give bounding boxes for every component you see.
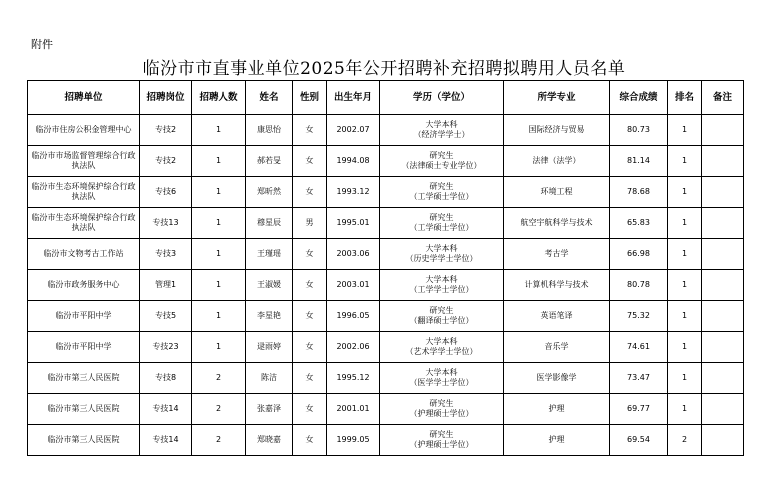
cell-note (702, 208, 744, 239)
edu-degree: （经济学学士） (413, 130, 470, 139)
cell-score: 75.32 (610, 301, 668, 332)
cell-education (380, 177, 504, 208)
cell-unit: 临汾市第三人民医院 (28, 394, 140, 425)
cell-count: 1 (192, 270, 246, 301)
cell-unit: 临汾市文物考古工作站 (28, 239, 140, 270)
cell-birth: 2003.06 (327, 239, 380, 270)
cell-rank: 1 (668, 363, 702, 394)
cell-count: 2 (192, 394, 246, 425)
cell-score: 73.47 (610, 363, 668, 394)
cell-name: 郝若旻 (246, 146, 293, 177)
cell-education (380, 115, 504, 146)
table-row (28, 394, 744, 425)
edu-degree: （工学硕士学位） (409, 223, 474, 232)
cell-education (380, 394, 504, 425)
cell-name: 穆星辰 (246, 208, 293, 239)
cell-gender: 女 (293, 177, 327, 208)
cell-count: 2 (192, 425, 246, 456)
edu-level: 研究生 (429, 430, 454, 439)
cell-gender: 女 (293, 115, 327, 146)
edu-degree: （法律硕士专业学位） (401, 161, 482, 170)
edu-degree: （医学学士学位） (409, 378, 474, 387)
cell-post: 管理1 (140, 270, 192, 301)
cell-score: 80.73 (610, 115, 668, 146)
cell-rank: 1 (668, 146, 702, 177)
cell-gender: 女 (293, 394, 327, 425)
cell-note (702, 177, 744, 208)
edu-level: 大学本科 (425, 244, 458, 253)
cell-post: 专技8 (140, 363, 192, 394)
cell-name: 张嘉泽 (246, 394, 293, 425)
cell-post: 专技3 (140, 239, 192, 270)
cell-rank: 1 (668, 239, 702, 270)
cell-score: 81.14 (610, 146, 668, 177)
header-gender: 性别 (293, 81, 327, 115)
cell-unit: 临汾市生态环境保护综合行政执法队 (28, 177, 140, 208)
cell-note (702, 394, 744, 425)
table-row (28, 270, 744, 301)
cell-post: 专技2 (140, 115, 192, 146)
cell-count: 1 (192, 177, 246, 208)
edu-degree: （艺术学学士学位） (405, 347, 478, 356)
cell-education (380, 208, 504, 239)
cell-major: 英语笔译 (504, 301, 610, 332)
cell-gender: 男 (293, 208, 327, 239)
cell-major: 考古学 (504, 239, 610, 270)
cell-education (380, 239, 504, 270)
cell-note (702, 115, 744, 146)
cell-note (702, 363, 744, 394)
cell-count: 1 (192, 208, 246, 239)
cell-major: 音乐学 (504, 332, 610, 363)
cell-name: 李星艳 (246, 301, 293, 332)
cell-rank: 1 (668, 394, 702, 425)
cell-birth: 2002.06 (327, 332, 380, 363)
cell-unit: 临汾市政务服务中心 (28, 270, 140, 301)
cell-gender: 女 (293, 425, 327, 456)
cell-gender: 女 (293, 332, 327, 363)
cell-post: 专技14 (140, 425, 192, 456)
cell-count: 1 (192, 115, 246, 146)
cell-rank: 1 (668, 208, 702, 239)
cell-rank: 1 (668, 332, 702, 363)
cell-rank: 1 (668, 115, 702, 146)
cell-count: 1 (192, 146, 246, 177)
cell-birth: 2003.01 (327, 270, 380, 301)
edu-level: 研究生 (429, 213, 454, 222)
cell-score: 78.68 (610, 177, 668, 208)
cell-post: 专技2 (140, 146, 192, 177)
header-post: 招聘岗位 (140, 81, 192, 115)
cell-gender: 女 (293, 363, 327, 394)
cell-name: 陈洁 (246, 363, 293, 394)
cell-unit: 临汾市平阳中学 (28, 332, 140, 363)
cell-note (702, 301, 744, 332)
table-row (28, 177, 744, 208)
cell-major: 计算机科学与技术 (504, 270, 610, 301)
edu-degree: （工学学士学位） (409, 285, 474, 294)
header-unit: 招聘单位 (28, 81, 140, 115)
edu-level: 大学本科 (425, 368, 458, 377)
cell-count: 1 (192, 239, 246, 270)
cell-post: 专技5 (140, 301, 192, 332)
cell-birth: 1995.01 (327, 208, 380, 239)
edu-level: 大学本科 (425, 275, 458, 284)
cell-count: 1 (192, 301, 246, 332)
edu-level: 研究生 (429, 399, 454, 408)
cell-major: 航空宇航科学与技术 (504, 208, 610, 239)
cell-birth: 2002.07 (327, 115, 380, 146)
cell-education (380, 332, 504, 363)
cell-birth: 1993.12 (327, 177, 380, 208)
header-education: 学历（学位） (380, 81, 504, 115)
header-name: 姓名 (246, 81, 293, 115)
cell-gender: 女 (293, 301, 327, 332)
cell-gender: 女 (293, 146, 327, 177)
table-row (28, 239, 744, 270)
cell-score: 80.78 (610, 270, 668, 301)
cell-name: 王瑾瑶 (246, 239, 293, 270)
cell-birth: 1996.05 (327, 301, 380, 332)
cell-education (380, 425, 504, 456)
cell-rank: 1 (668, 301, 702, 332)
cell-major: 国际经济与贸易 (504, 115, 610, 146)
table-row (28, 332, 744, 363)
table-row (28, 208, 744, 239)
cell-count: 1 (192, 332, 246, 363)
cell-score: 69.54 (610, 425, 668, 456)
edu-degree: （历史学学士学位） (405, 254, 478, 263)
cell-post: 专技23 (140, 332, 192, 363)
cell-note (702, 425, 744, 456)
cell-gender: 女 (293, 270, 327, 301)
edu-level: 大学本科 (425, 337, 458, 346)
cell-note (702, 270, 744, 301)
cell-gender: 女 (293, 239, 327, 270)
cell-name: 逯雨婷 (246, 332, 293, 363)
cell-major: 环境工程 (504, 177, 610, 208)
cell-major: 护理 (504, 425, 610, 456)
table-row (28, 425, 744, 456)
edu-level: 研究生 (429, 151, 454, 160)
cell-rank: 1 (668, 270, 702, 301)
table-row (28, 363, 744, 394)
cell-score: 74.61 (610, 332, 668, 363)
cell-major: 护理 (504, 394, 610, 425)
table-row (28, 146, 744, 177)
cell-unit: 临汾市市场监督管理综合行政执法队 (28, 146, 140, 177)
cell-name: 王淑媛 (246, 270, 293, 301)
cell-unit: 临汾市生态环境保护综合行政执法队 (28, 208, 140, 239)
edu-degree: （护理硕士学位） (409, 409, 474, 418)
cell-note (702, 146, 744, 177)
edu-level: 研究生 (429, 306, 454, 315)
table-header-row (28, 81, 744, 115)
cell-birth: 1999.05 (327, 425, 380, 456)
header-birth: 出生年月 (327, 81, 380, 115)
attachment-label: 附件 (31, 38, 53, 51)
cell-name: 郑晓嘉 (246, 425, 293, 456)
edu-level: 研究生 (429, 182, 454, 191)
cell-post: 专技13 (140, 208, 192, 239)
cell-post: 专技14 (140, 394, 192, 425)
edu-degree: （护理硕士学位） (409, 440, 474, 449)
header-note: 备注 (702, 81, 744, 115)
cell-name: 郑昕然 (246, 177, 293, 208)
table-row (28, 115, 744, 146)
cell-score: 65.83 (610, 208, 668, 239)
cell-education (380, 270, 504, 301)
cell-birth: 1995.12 (327, 363, 380, 394)
header-rank: 排名 (668, 81, 702, 115)
cell-major: 医学影像学 (504, 363, 610, 394)
cell-major: 法律（法学） (504, 146, 610, 177)
header-count: 招聘人数 (192, 81, 246, 115)
cell-unit: 临汾市第三人民医院 (28, 425, 140, 456)
cell-birth: 2001.01 (327, 394, 380, 425)
cell-rank: 2 (668, 425, 702, 456)
cell-note (702, 239, 744, 270)
cell-education (380, 301, 504, 332)
cell-score: 66.98 (610, 239, 668, 270)
cell-education (380, 363, 504, 394)
cell-name: 康思怡 (246, 115, 293, 146)
cell-unit: 临汾市平阳中学 (28, 301, 140, 332)
edu-degree: （工学硕士学位） (409, 192, 474, 201)
cell-rank: 1 (668, 177, 702, 208)
document-title: 临汾市市直事业单位2025年公开招聘补充招聘拟聘用人员名单 (142, 59, 626, 79)
table-row (28, 301, 744, 332)
cell-score: 69.77 (610, 394, 668, 425)
cell-education (380, 146, 504, 177)
header-score: 综合成绩 (610, 81, 668, 115)
cell-unit: 临汾市住房公积金管理中心 (28, 115, 140, 146)
cell-note (702, 332, 744, 363)
edu-degree: （翻译硕士学位） (409, 316, 474, 325)
cell-count: 2 (192, 363, 246, 394)
header-major: 所学专业 (504, 81, 610, 115)
hiring-table (27, 80, 744, 456)
cell-post: 专技6 (140, 177, 192, 208)
cell-unit: 临汾市第三人民医院 (28, 363, 140, 394)
cell-birth: 1994.08 (327, 146, 380, 177)
edu-level: 大学本科 (425, 120, 458, 129)
